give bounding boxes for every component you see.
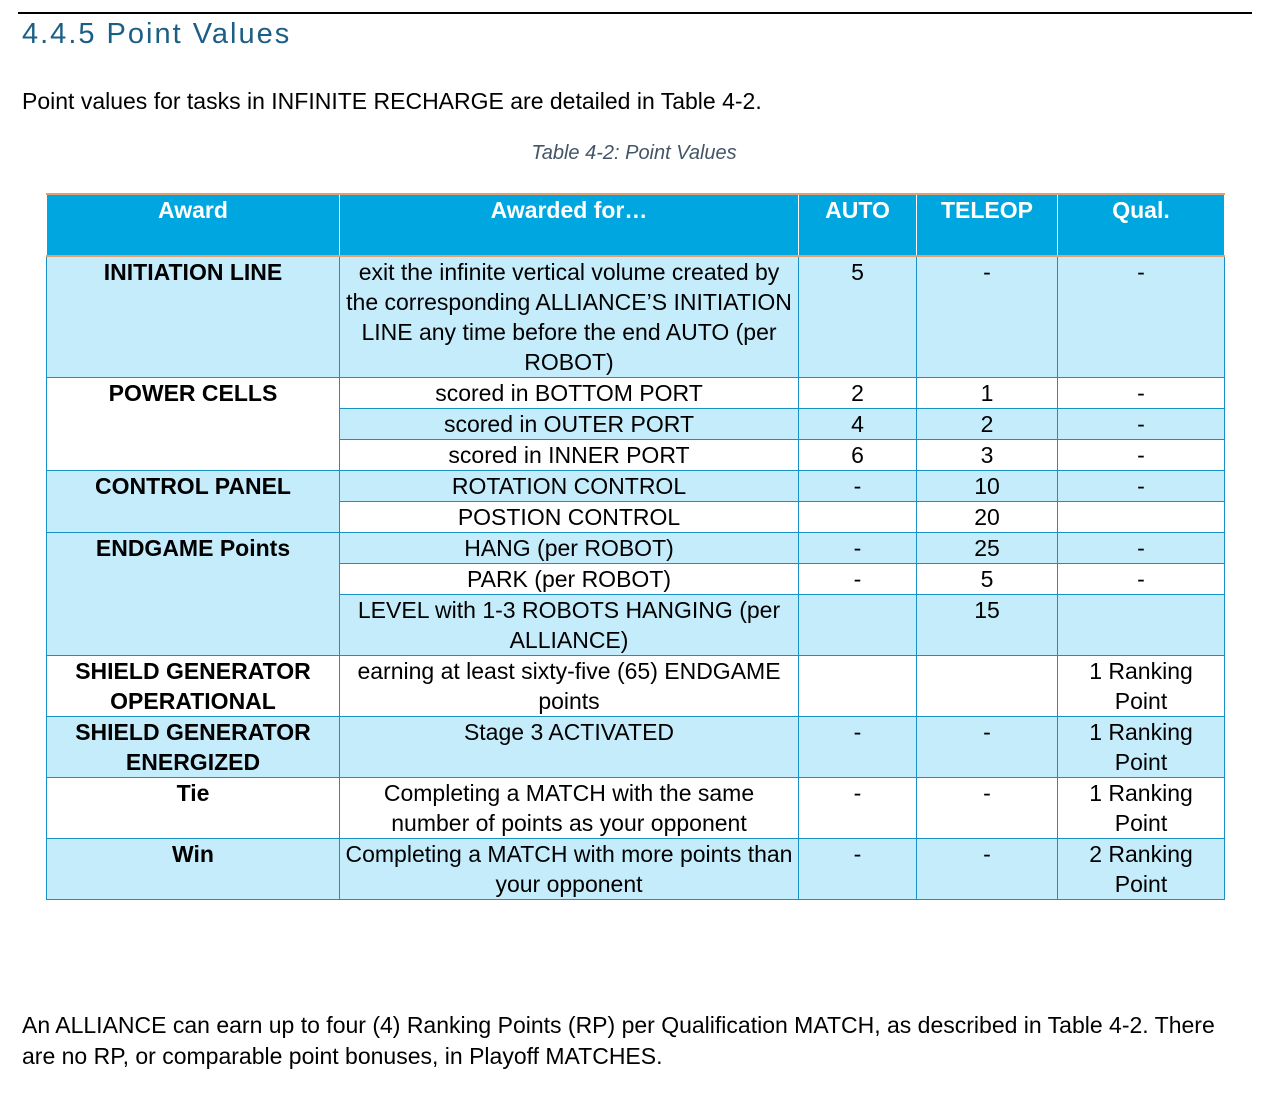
auto-cell: - (799, 564, 917, 595)
auto-cell: - (799, 717, 917, 778)
qual-cell: - (1058, 471, 1225, 502)
award-cell: Win (47, 839, 340, 900)
qual-cell: 1 Ranking Point (1058, 778, 1225, 839)
auto-cell: - (799, 533, 917, 564)
auto-cell: - (799, 839, 917, 900)
table-row (47, 656, 1225, 717)
auto-cell: 2 (799, 378, 917, 409)
auto-cell: 4 (799, 409, 917, 440)
teleop-cell: 1 (917, 378, 1058, 409)
task-cell: LEVEL with 1-3 ROBOTS HANGING (per ALLIANCE) (340, 595, 799, 656)
header-qual: Qual. (1058, 194, 1225, 256)
header-auto: AUTO (799, 194, 917, 256)
qual-cell: 2 Ranking Point (1058, 839, 1225, 900)
auto-cell: 6 (799, 440, 917, 471)
header-award: Award (47, 194, 340, 256)
auto-cell (799, 595, 917, 656)
header-teleop: TELEOP (917, 194, 1058, 256)
task-cell: scored in BOTTOM PORT (340, 378, 799, 409)
table-row (47, 378, 1225, 409)
table-row (47, 256, 1225, 378)
teleop-cell (917, 656, 1058, 717)
teleop-cell: 20 (917, 502, 1058, 533)
qual-cell: - (1058, 378, 1225, 409)
outro-paragraph: An ALLIANCE can earn up to four (4) Ranking Points (RP) per Qualification MATCH, as described in Table 4-2. There are no RP, or comparable point bonuses, in Playoff MATCHES. (22, 1012, 1215, 1069)
teleop-cell: 25 (917, 533, 1058, 564)
qual-cell (1058, 595, 1225, 656)
table-row (47, 471, 1225, 502)
award-cell: INITIATION LINE (47, 256, 340, 378)
task-cell: scored in INNER PORT (340, 440, 799, 471)
table-header-row (47, 194, 1225, 256)
task-cell: Stage 3 ACTIVATED (340, 717, 799, 778)
teleop-cell: 5 (917, 564, 1058, 595)
task-cell: Completing a MATCH with more points than your opponent (340, 839, 799, 900)
task-cell: scored in OUTER PORT (340, 409, 799, 440)
teleop-cell: - (917, 778, 1058, 839)
header-awarded-for: Awarded for… (340, 194, 799, 256)
auto-cell (799, 502, 917, 533)
task-cell: POSTION CONTROL (340, 502, 799, 533)
teleop-cell: 15 (917, 595, 1058, 656)
qual-cell: - (1058, 564, 1225, 595)
section-heading: 4.4.5 Point Values (22, 18, 292, 50)
task-cell: earning at least sixty-five (65) ENDGAME points (340, 656, 799, 717)
top-rule (18, 12, 1252, 14)
qual-cell: 1 Ranking Point (1058, 656, 1225, 717)
table-caption: Table 4-2: Point Values (531, 142, 737, 164)
point-values-table (46, 193, 1225, 900)
task-cell: ROTATION CONTROL (340, 471, 799, 502)
teleop-cell: - (917, 256, 1058, 378)
task-cell: PARK (per ROBOT) (340, 564, 799, 595)
qual-cell: - (1058, 409, 1225, 440)
auto-cell (799, 656, 917, 717)
award-cell: SHIELD GENERATOR OPERATIONAL (47, 656, 340, 717)
auto-cell: - (799, 471, 917, 502)
intro-paragraph: Point values for tasks in INFINITE RECHARGE are detailed in Table 4-2. (22, 88, 762, 114)
task-cell: exit the infinite vertical volume created by the corresponding ALLIANCE’S INITIATION LINE any time before the end AUTO (per ROBOT) (340, 256, 799, 378)
award-cell: POWER CELLS (47, 378, 340, 471)
qual-cell (1058, 502, 1225, 533)
teleop-cell: 10 (917, 471, 1058, 502)
table-row (47, 839, 1225, 900)
award-cell: SHIELD GENERATOR ENERGIZED (47, 717, 340, 778)
qual-cell: - (1058, 440, 1225, 471)
auto-cell: - (799, 778, 917, 839)
qual-cell: 1 Ranking Point (1058, 717, 1225, 778)
award-cell: CONTROL PANEL (47, 471, 340, 533)
qual-cell: - (1058, 256, 1225, 378)
teleop-cell: - (917, 717, 1058, 778)
qual-cell: - (1058, 533, 1225, 564)
task-cell: HANG (per ROBOT) (340, 533, 799, 564)
table-row (47, 533, 1225, 564)
auto-cell: 5 (799, 256, 917, 378)
teleop-cell: 3 (917, 440, 1058, 471)
table-row (47, 717, 1225, 778)
task-cell: Completing a MATCH with the same number of points as your opponent (340, 778, 799, 839)
award-cell: ENDGAME Points (47, 533, 340, 656)
award-cell: Tie (47, 778, 340, 839)
table-row (47, 778, 1225, 839)
teleop-cell: 2 (917, 409, 1058, 440)
teleop-cell: - (917, 839, 1058, 900)
